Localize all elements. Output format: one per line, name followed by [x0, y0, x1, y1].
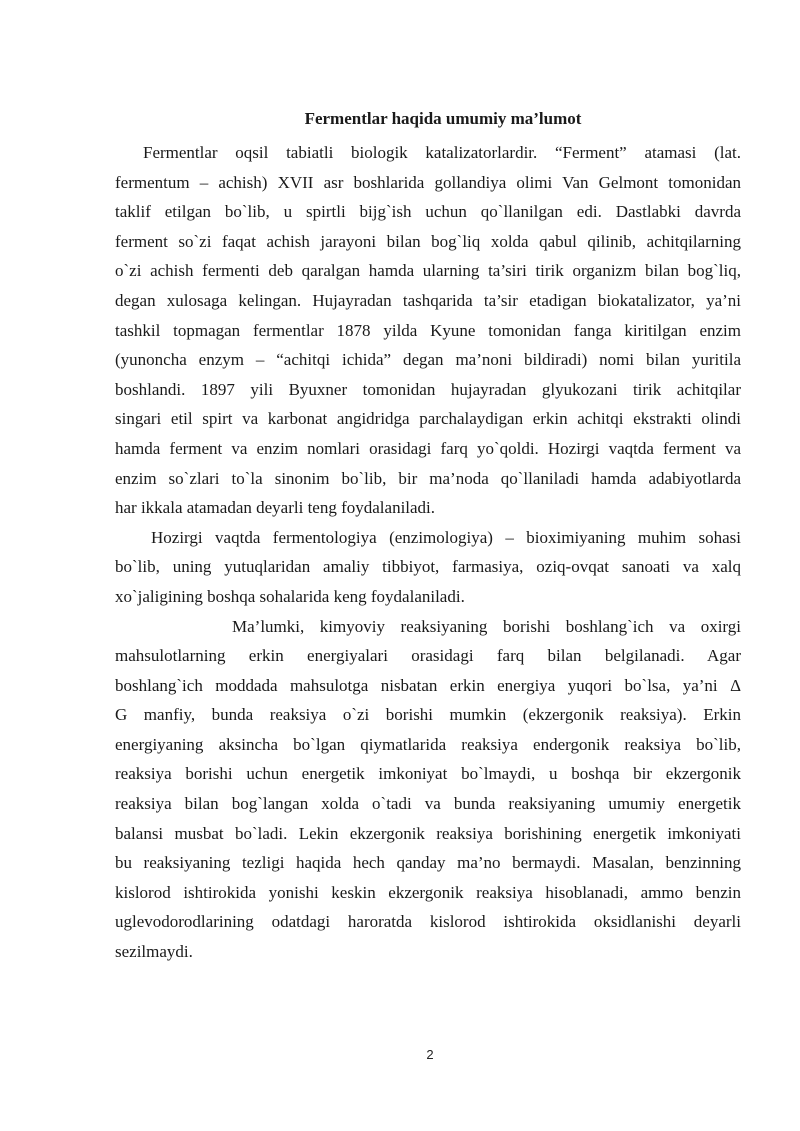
text-line: xo`jaligining boshqa sohalarida keng foydalaniladi.: [115, 586, 465, 606]
text-line: G manfiy, bunda reaksiya o`zi borishi mumkin (ekzergonik reaksiya). Erkin: [115, 705, 741, 725]
text-line: tashkil topmagan fermentlar 1878 yilda Kyune tomonidan fanga kiritilgan enzim: [115, 320, 741, 340]
text-line: hamda ferment va enzim nomlari orasidagi farq yo`qoldi. Hozirgi vaqtda ferment va: [115, 438, 741, 458]
text-line: (yunoncha enzym – “achitqi ichida” degan ma’noni bildiradi) nomi bilan yuritila: [115, 350, 741, 370]
text-line: boshlang`ich moddada mahsulotga nisbatan erkin energiya yuqori bo`lsa, ya’ni Δ: [115, 675, 741, 695]
text-line: o`zi achish fermenti deb qaralgan hamda ularning ta’siri tirik organizm bilan bog`liq,: [115, 261, 741, 281]
text-line: kislorod ishtirokida yonishi keskin ekzergonik reaksiya hisoblanadi, ammo benzin: [115, 882, 741, 902]
text-line: bo`lib, uning yutuqlaridan amaliy tibbiyot, farmasiya, oziq-ovqat sanoati va xalq: [115, 557, 741, 577]
text-line: reaksiya borishi uchun energetik imkoniyat bo`lmaydi, u boshqa bir ekzergonik: [115, 764, 741, 784]
text-line: energiyaning aksincha bo`lgan qiymatlarida reaksiya endergonik reaksiya bo`lib,: [115, 734, 741, 754]
text-line: degan xulosaga kelingan. Hujayradan tashqarida ta’sir etadigan biokatalizator, ya’ni: [115, 290, 741, 310]
text-line: singari etil spirt va karbonat angidridga parchalaydigan erkin achitqi ekstrakti olindi: [115, 409, 741, 429]
text-line: reaksiya bilan bog`langan xolda o`tadi va bunda reaksiyaning umumiy energetik: [115, 794, 741, 814]
text-line: Hozirgi vaqtda fermentologiya (enzimologiya) – bioximiyaning muhim sohasi: [151, 527, 741, 547]
text-line: boshlandi. 1897 yili Byuxner tomonidan hujayradan glyukozani tirik achitqilar: [115, 379, 741, 399]
document-body: [115, 138, 741, 967]
text-line: mahsulotlarning erkin energiyalari orasidagi farq bilan belgilanadi. Agar: [115, 646, 741, 666]
text-line: taklif etilgan bo`lib, u spirtli bijg`ish uchun qo`llanilgan edi. Dastlabki davrda: [115, 202, 741, 222]
text-line: fermentum – achish) XVII asr boshlarida gollandiya olimi Van Gelmont tomonidan: [115, 172, 741, 192]
text-line: bu reaksiyaning tezligi haqida hech qanday ma’no bermaydi. Masalan, benzinning: [115, 853, 741, 873]
text-line: Ma’lumki, kimyoviy reaksiyaning borishi boshlang`ich va oxirgi: [232, 616, 741, 636]
text-line: balansi musbat bo`ladi. Lekin ekzergonik reaksiya borishining energetik imkoniyati: [115, 823, 741, 843]
document-title: Fermentlar haqida umumiy ma’lumot: [304, 109, 582, 128]
text-line: uglevodorodlarining odatdagi haroratda kislorod ishtirokida oksidlanishi deyarli: [115, 912, 741, 932]
text-line: Fermentlar oqsil tabiatli biologik katalizatorlardir. “Ferment” atamasi (lat.: [143, 143, 741, 162]
text-line: enzim so`zlari to`la sinonim bo`lib, bir ma’noda qo`llaniladi hamda adabiyotlarda: [115, 468, 741, 488]
text-line: ferment so`zi faqat achish jarayoni bilan bog`liq xolda qabul qilinib, achitqilarning: [115, 231, 741, 251]
text-line: sezilmaydi.: [115, 942, 193, 962]
page-number: 2: [426, 1047, 434, 1062]
text-line: har ikkala atamadan deyarli teng foydalaniladi.: [115, 498, 436, 518]
